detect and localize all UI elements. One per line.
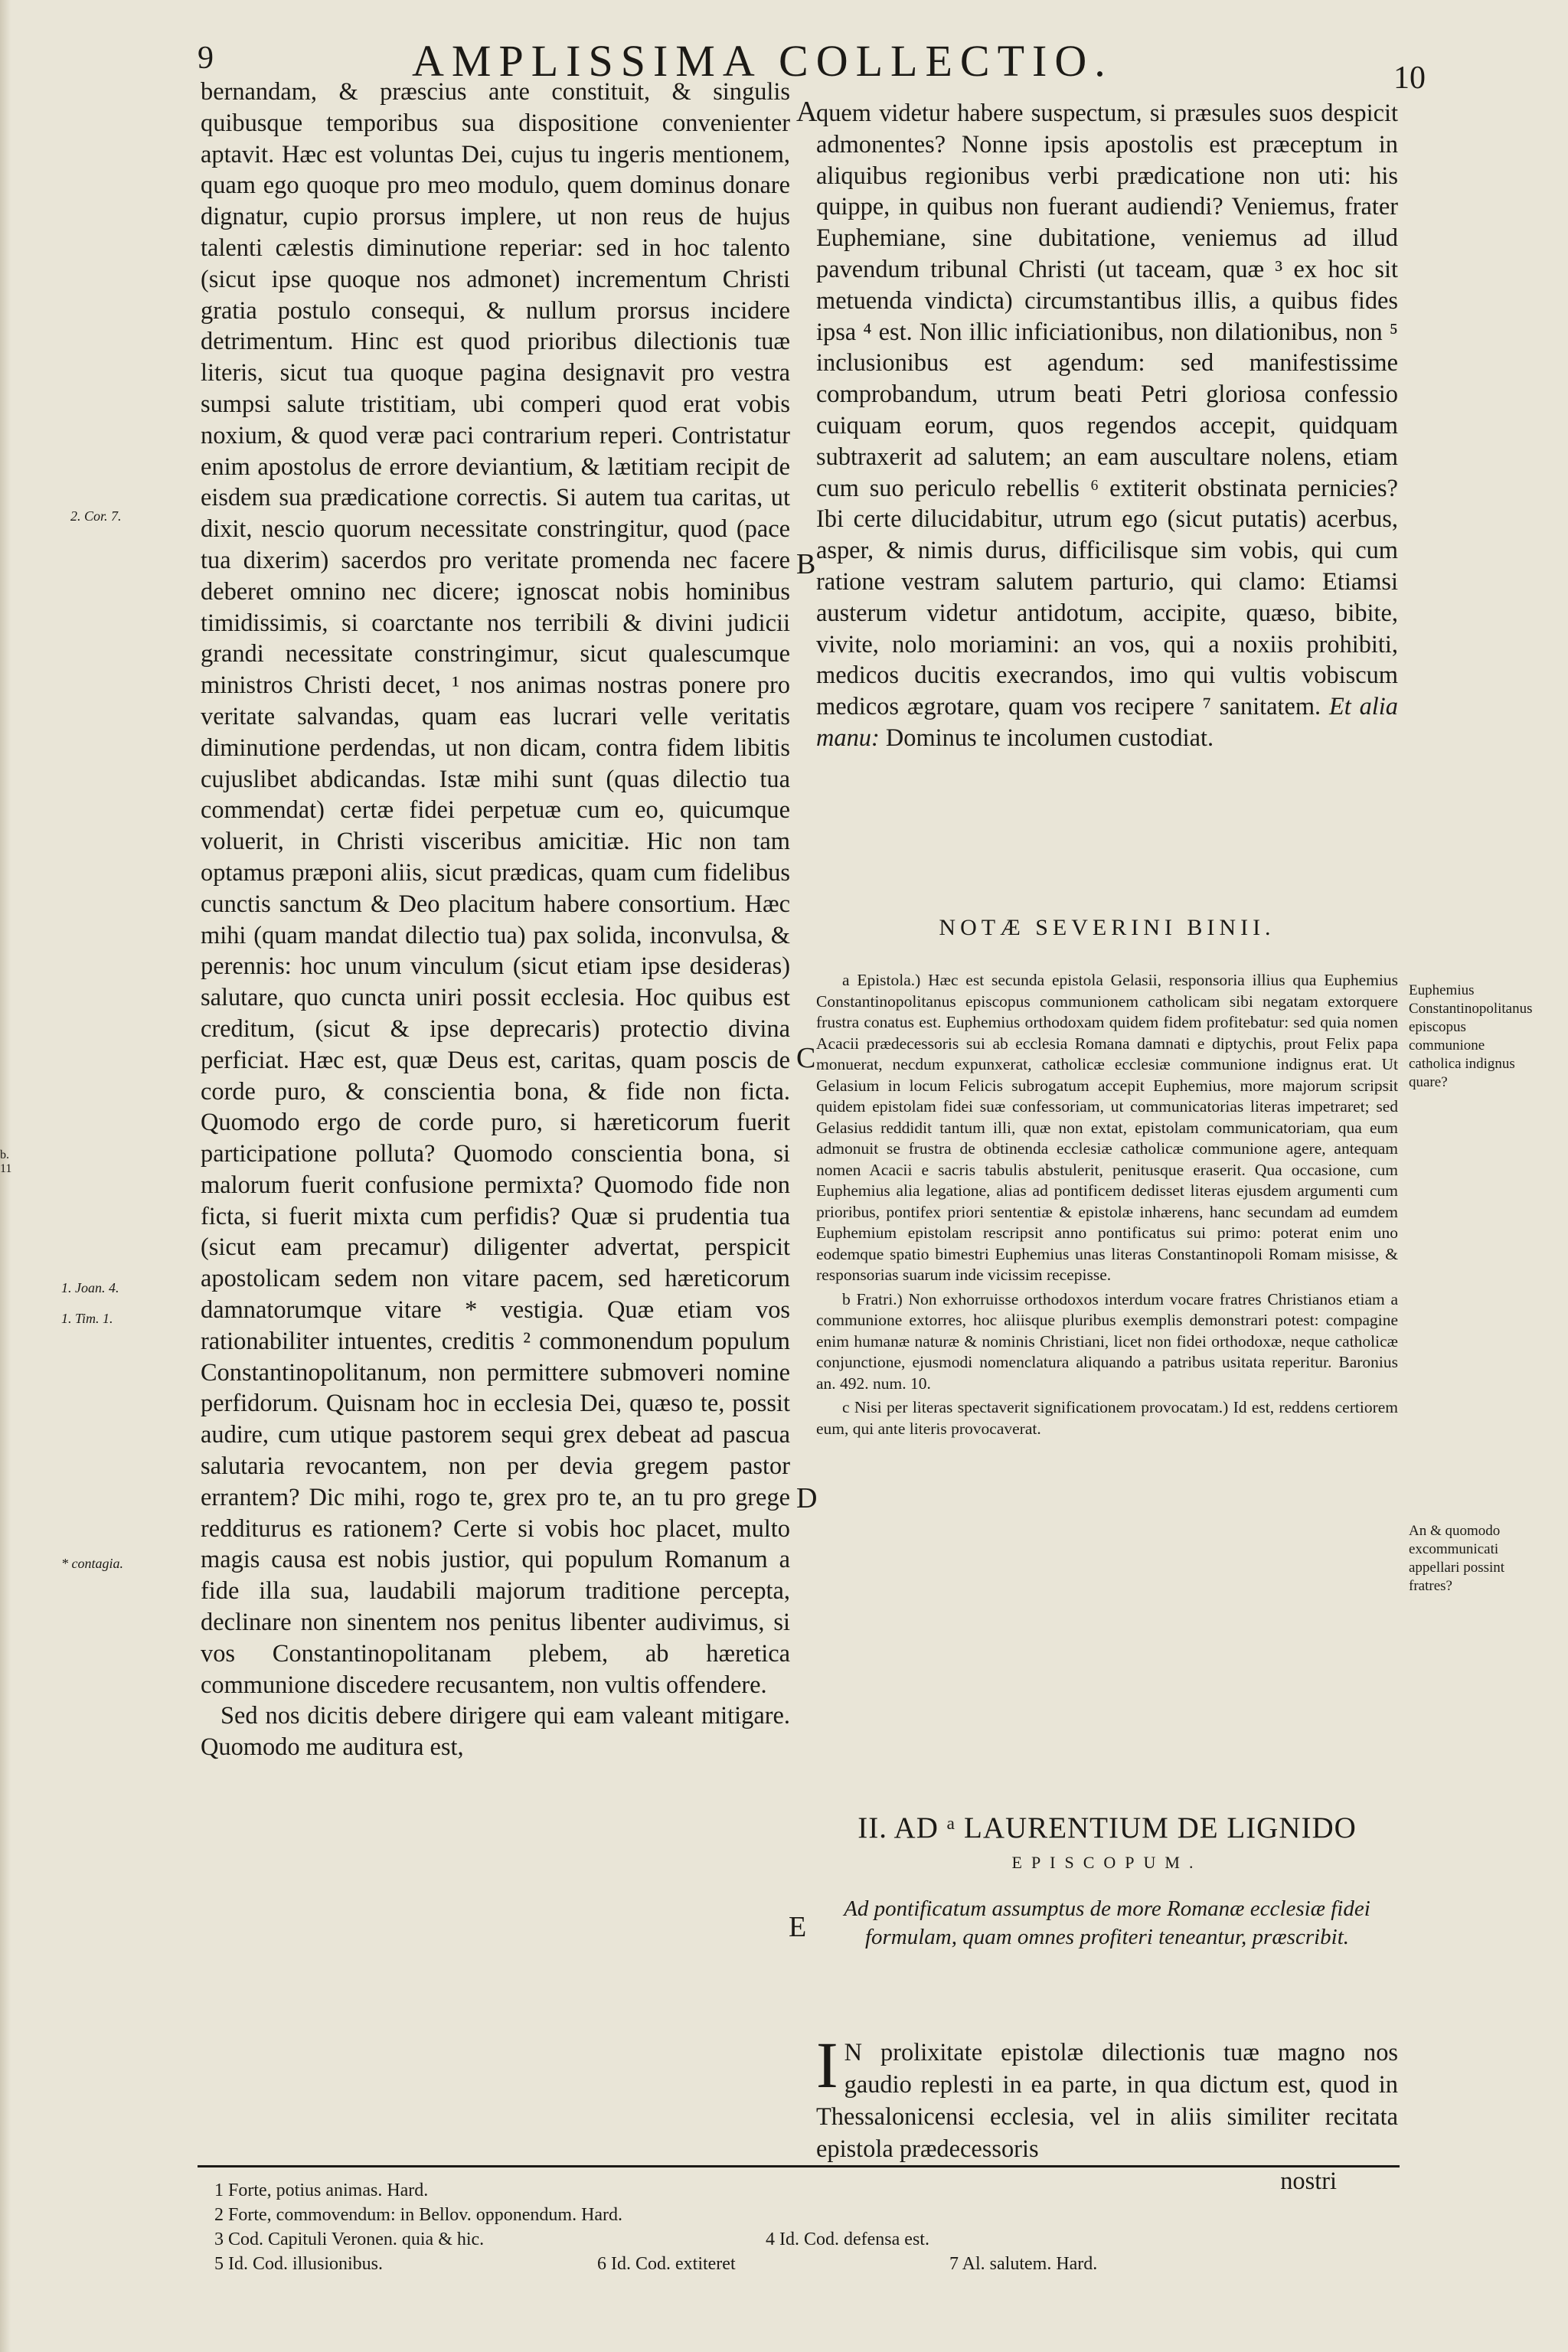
section-letter-c: C bbox=[796, 1042, 816, 1074]
footnote-3: 3 Cod. Capituli Veronen. quia & hic. bbox=[214, 2230, 485, 2249]
footnote-row bbox=[214, 2227, 1363, 2252]
note-c: c Nisi per literas spectaverit significationem provocatam.) Id est, reddens certiorem eum, qui ante literis provocaverat. bbox=[816, 1398, 1398, 1438]
left-paragraph-1: bernandam, & præscius ante constituit, & singulis quibusque temporibus sua dispositione convenienter aptavit. Hæc est voluntas Dei, cujus tu ingeris mentionem, quam ego quoque pro meo modulo, quem dominus donare dignatur, cupio prorsus implere, ut non reus de hujus talenti cælestis diminutione reperiar: sed in hoc talento (sicut ipse quoque nos admonet) incrementum Christi gratia postulo consequi, & nullum prorsus incidere detrimentum. Hinc est quod prioribus dilectionis tuæ literis, sicut tua quoque pagina designavit pro vestra sumpsi salute tristitiam, ubi comperi quod erat vobis noxium, & quod veræ paci contrarium reperi. Contristatur enim apostolus de errore deviantium, & lætitiam recipit de eisdem sua prædicatione correctis. Si autem tua caritas, ut dixit, nescio quorum necessitate constringitur, quod (pace tua dixerim) sacerdos pro veritate promenda nec facere deberet omnino nec dicere; ignoscat nobis hominibus timidissimis, si coarctante nos terribili & divini judicii grandi necessitate constringimur, sicut qualescumque ministros Christi decet, ¹ nos animas nostras ponere pro veritate salvandas, quam eas lucrari velle veritatis diminutione perdendas, ut non dicam, contra fidem libitis cujuslibet abdicandas. Istæ mihi sunt (quas dilectio tua commendat) certæ fidei perpetuæ cum eo, quicumque voluerit, in Christi visceribus amicitiæ. Hic non tam optamus præponi aliis, sicut prædicas, quam cum fidelibus cunctis sanctum & Deo placitum habere consortium. Hæc mihi (quam mandat dilectio tua) pax solida, inconvulsa, & perennis: hoc unum vinculum (sicut etiam ipse desideras) salutare, quo cuncta uniri possit ecclesia. Hoc quibus est creditum, (sicut & ipse deprecaris) protectio divina perficiat. Hæc est, quæ Deus est, caritas, quam poscis de corde puro, & conscientia bona, & fide non ficta. Quomodo ergo de corde puro, si hæreticorum fuerit participatione polluta? Quomodo conscientia bona, si malorum fuerit confusione permixta? Quomodo fide non ficta, si fuerit mixta cum perfidis? Quæ si prudentia tua (sicut eam precamur) diligenter advertat, perspicit apostolicam sedem non vitare pacem, sed hæreticorum damnatorumque vitare * vestigia. Quæ etiam vos rationabiliter intuentes, creditis ² commonendum populum Constantinopolitanum, non permittere submoveri nomine perfidorum. Quisnam hoc in ecclesia Dei, quæso te, possit audire, cum utique pastorem sequi grex debeat ad pascua salutaria revocantem, non per devia gregem pastor errantem? Dic mihi, rogo te, grex pro te, an tu pro grege redditurus es rationem? Certe si vobis hoc placet, multo magis causa est nobis justior, qui populum Romanum a fide illa sua, laudabili majorum traditione percepta, declinare non sinentem nos penitus libenter audivimus, si vos Constantinopolitanam plebem, ab hæretica communione discedere recusantem, non vultis offendere. bbox=[201, 78, 790, 1699]
footnote-row bbox=[214, 2252, 1363, 2276]
footnote-1: 1 Forte, potius animas. Hard. bbox=[214, 2180, 429, 2200]
catchword: nostri bbox=[1280, 2167, 1337, 2195]
section-letter-d: D bbox=[796, 1482, 818, 1514]
margin-note-tim: 1. Tim. 1. bbox=[61, 1311, 113, 1326]
footnote-7: 7 Al. salutem. Hard. bbox=[949, 2254, 1098, 2274]
left-paragraph-2: Sed nos dicitis debere dirigere qui eam valeant mitigare. Quomodo me auditura est, bbox=[201, 1702, 790, 1762]
footnotes bbox=[214, 2178, 1363, 2276]
margin-note-joan: 1. Joan. 4. bbox=[61, 1280, 119, 1295]
facing-page-edge bbox=[0, 0, 11, 2352]
page-number-left: 9 bbox=[198, 41, 214, 76]
footnote-row bbox=[214, 2203, 1363, 2227]
left-column bbox=[201, 77, 790, 1763]
footnote-4: 4 Id. Cod. defensa est. bbox=[766, 2230, 929, 2249]
epistle-paragraph bbox=[816, 2028, 1398, 2165]
margin-note-cor: 2. Cor. 7. bbox=[70, 508, 122, 524]
epistle-argument: Ad pontificatum assumptus de more Romanæ ecclesiæ fidei formulam, quam omnes profiteri teneantur, præscribit. bbox=[844, 1896, 1370, 1949]
epistle-title: II. AD ᵃ LAURENTIUM DE LIGNIDO bbox=[858, 1811, 1357, 1844]
note-b: b Fratri.) Non exhorruisse orthodoxos interdum vocare fratres Christianos etiam a communione extorres, hoc aliisque pluribus exemplis demonstrari potest: compagine enim humanæ naturæ & nominis Christiani, licet non fidei orthodoxæ, neque catholicæ conjunctione, ejusmodi nomenclatura aliquando a patribus usitata reperitur. Baronius an. 492. num. 10. bbox=[816, 1289, 1398, 1393]
right-paragraph-1 bbox=[816, 98, 1398, 754]
footnote-2: 2 Forte, commovendum: in Bellov. opponendum. Hard. bbox=[214, 2205, 623, 2225]
epistle-subtitle: EPISCOPUM. bbox=[1011, 1853, 1203, 1872]
right-paragraph-text: quem videtur habere suspectum, si præsules suos despicit admonentes? Nonne ipsis apostolis est præceptum in aliquibus regionibus verbi prædicatione non uti: his quippe, in quibus non fuerant audiendi? Veniemus, frater Euphemiane, sine dubitatione, veniemus ad illud pavendum tribunal Christi (ut taceam, quæ ³ ex hoc sit metuenda vindicta) circumstantibus illis, a quibus fides ipsa ⁴ est. Non illic inficiationibus, non dilationibus, non ⁵ inclusionibus est agendum: sed manifestissime comprobandum, utrum beati Petri gloriosa confessio cuiquam eorum, quos regendos accepit, quidquam subtraxerit ad salutem; an eam auscultare nolens, etiam cum suo periculo rebellis ⁶ extiterit obstinata pernicies? Ibi certe dilucidabitur, utrum ego (sicut putatis) acerbus, asper, & nimis durus, difficilisque sim vobis, qui cum ratione vestram salutem parturio, qui clamo: Etiamsi austerum videtur antidotum, accipite, quæso, bibite, vivite, nolo moriamini: an vos, qui a noxiis prohibiti, medicos ducitis execrandos, imo qui vultis vobiscum medicos ægrotare, quam vos recipere ⁷ sanitatem. bbox=[816, 100, 1398, 721]
page-number-right: 10 bbox=[1393, 60, 1426, 96]
notes-heading: NOTÆ SEVERINI BINII. bbox=[939, 915, 1276, 940]
drop-cap: I bbox=[816, 2028, 838, 2102]
footnote-row bbox=[214, 2178, 1363, 2203]
note-a: a Epistola.) Hæc est secunda epistola Gelasii, responsoria illius qua Euphemius Constantinopolitanus episcopus communionem catholicam sibi negatam extorquere frustra conatus est. Euphemius orthodoxam quidem fidem profitebatur: sed quia nomen Acacii prædecessoris sui ab ecclesia Romana damnati e diptychis, prout Felix papa monuerat, necdum expunxerat, catholicæ ecclesiæ communione indignus erat. Ut Gelasium in locum Felicis subrogatum accepit Euphemius, more majorum scripsit quidem epistolam fidei suæ confessoriam, ut communicatorias literas impetraret; sed Gelasius reddidit tantum illi, quæ non extat, epistolam communicatoriam, qua eum admonuit se frustra de obtinenda ecclesiæ catholicæ communione agere, antequam nomen Acacii e sacris tabulis abstulerit, penitusque eraserit. Qua occasione, cum Euphemius alia legatione, alias ad pontificem dedisset literas ejusdem argumenti cum prioribus, pontifex priori sententiæ & epistolæ inhærens, hanc secundam ad eumdem Euphemium epistolam rescripsit anno pontificatus sui primo: poterat enim uno eodemque spatio bimestri Euphemius unas literas Constantinopoli Romam misisse, & responsorias suarum inde vicissim recepisse. bbox=[816, 971, 1398, 1284]
margin-note-contagia: * contagia. bbox=[61, 1556, 123, 1571]
right-margin-note-euphemius: Euphemius Constantinopolitanus episcopus communione catholica indignus quare? bbox=[1409, 982, 1533, 1090]
section-letter-b: B bbox=[796, 548, 816, 580]
footnote-5: 5 Id. Cod. illusionibus. bbox=[214, 2254, 384, 2274]
et-alia-manu: Et alia manu: bbox=[816, 693, 1398, 752]
right-column bbox=[816, 98, 1398, 754]
footnote-rule bbox=[198, 2165, 1400, 2167]
closing-salutation: Dominus te incolumen custodiat. bbox=[885, 724, 1214, 752]
notes-section bbox=[816, 970, 1398, 1442]
running-title: AMPLISSIMA COLLECTIO. bbox=[412, 36, 1113, 86]
edge-fragment: b. 11 bbox=[0, 1148, 12, 1175]
section-letter-e: E bbox=[789, 1911, 807, 1943]
footnote-6: 6 Id. Cod. extiteret bbox=[597, 2254, 736, 2274]
section-letter-a: A bbox=[796, 96, 818, 128]
epistle-body bbox=[816, 2028, 1398, 2197]
right-margin-note-fratres: An & quomodo excommunicati appellari possint fratres? bbox=[1409, 1523, 1505, 1594]
epistle-text: N prolixitate epistolæ dilectionis tuæ magno nos gaudio replesti in ea parte, in qua dictum est, quod in Thessalonicensi ecclesia, vel in aliis similiter recitata epistola prædecessoris bbox=[816, 2039, 1398, 2163]
